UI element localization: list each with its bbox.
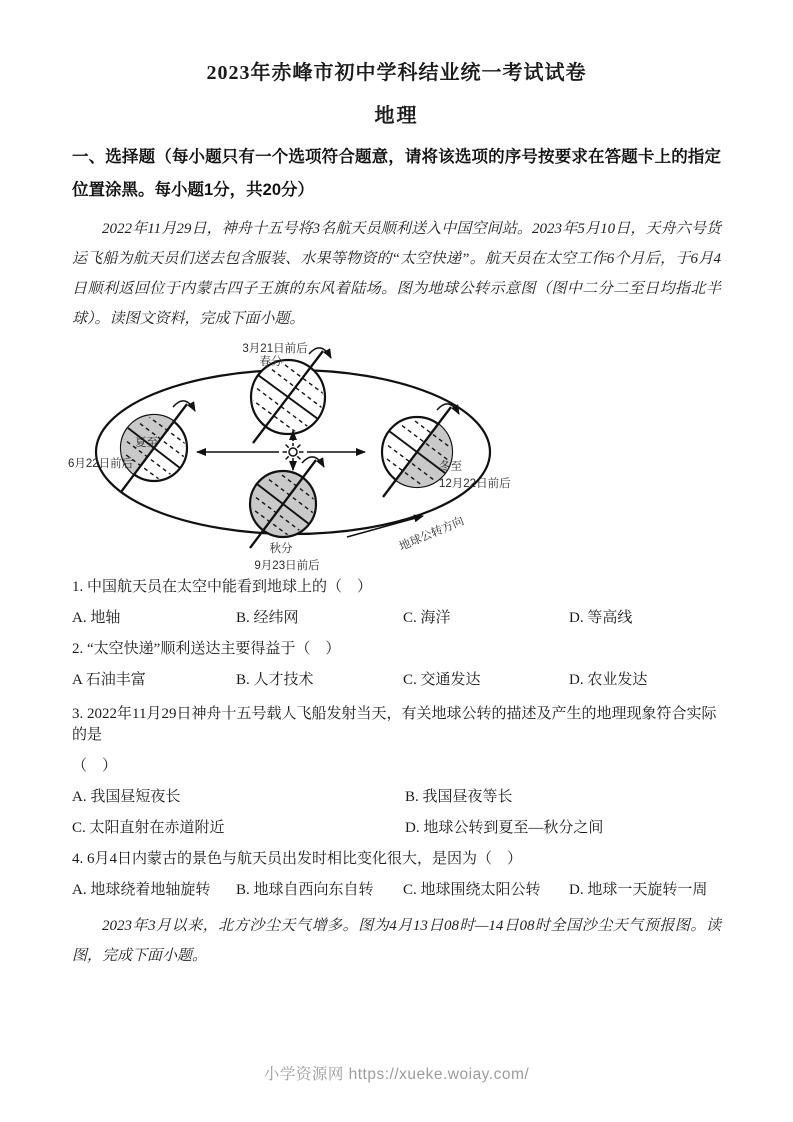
question-3-paren: （ ） <box>72 758 118 774</box>
question-4-option-c: C. 地球围绕太阳公转 <box>403 882 541 898</box>
earth-revolution-svg <box>65 338 535 573</box>
question-2-option-c: C. 交通发达 <box>403 672 481 688</box>
question-1-option-c: C. 海洋 <box>403 610 451 626</box>
question-4-options <box>72 880 721 901</box>
label-autumn: 秋分 <box>269 543 293 555</box>
question-4-option-b: B. 地球自西向东自转 <box>236 882 374 898</box>
question-1-stem: 1. 中国航天员在太空中能看到地球上的（ ） <box>72 579 373 595</box>
question-3-option-d: D. 地球公转到夏至—秋分之间 <box>405 820 604 836</box>
label-winter: 冬至 <box>439 461 462 473</box>
intro-paragraph-2: 2023年3月以来，北方沙尘天气增多。图为4月13日08时—14日08时全国沙尘天气预报图。读图，完成下面小题。 <box>72 918 721 964</box>
question-3-option-c: C. 太阳直射在赤道附近 <box>72 820 225 836</box>
label-winter-date: 12月22日前后 <box>439 478 511 490</box>
question-2-option-d: D. 农业发达 <box>569 672 648 688</box>
question-2-stem: 2. “太空快递”顺利送达主要得益于（ ） <box>72 641 341 657</box>
question-1-option-a: A. 地轴 <box>72 610 121 626</box>
label-spring: 春分 <box>259 356 283 368</box>
label-spring-date: 3月21日前后 <box>242 343 308 355</box>
question-3-option-a: A. 我国昼短夜长 <box>72 789 181 805</box>
label-summer: 夏至 <box>135 437 158 449</box>
question-2-option-b: B. 人才技术 <box>236 672 314 688</box>
sun-icon <box>283 443 304 461</box>
footer-watermark: 小学资源网 https://xueke.woiay.com/ <box>263 1066 530 1083</box>
sunlight-arrows <box>197 431 365 470</box>
earth-globe-spring <box>244 348 332 443</box>
section-heading: 一、选择题（每小题只有一个选项符合题意，请将该选项的序号按要求在答题卡上的指定位置涂黑。每小题1分，共20分） <box>72 148 721 199</box>
intro-paragraph-1: 2022年11月29日，神舟十五号将3名航天员顺利送入中国空间站。2023年5月10日，天舟六号货运飞船为航天员们送去包含服装、水果等物资的“太空快递”。航天员在太空工作6个月后，于6月4日顺利返回位于内蒙古四子王旗的东风着陆场。图为地球公转示意图（图中二分二至日均指北半球）。读图文资料，完成下面小题。 <box>72 221 721 327</box>
label-autumn-date: 9月23日前后 <box>254 560 320 572</box>
question-2-options <box>72 670 721 691</box>
revolution-direction-label: 地球公转方向 <box>397 515 466 554</box>
question-1-option-d: D. 等高线 <box>569 610 633 626</box>
earth-revolution-diagram <box>65 338 721 573</box>
page-title: 2023年赤峰市初中学科结业统一考试试卷 <box>206 62 587 84</box>
question-4-option-d: D. 地球一天旋转一周 <box>569 882 708 898</box>
label-summer-date: 6月22日前后 <box>68 458 134 470</box>
question-1-option-b: B. 经纬网 <box>236 610 299 626</box>
question-3-stem: 3. 2022年11月29日神舟十五号载人飞船发射当天，有关地球公转的描述及产生的地理现象符合实际的是 <box>72 706 717 743</box>
question-4-option-a: A. 地球绕着地轴旋转 <box>72 882 211 898</box>
question-1-options <box>72 608 721 629</box>
question-4-stem: 4. 6月4日内蒙古的景色与航天员出发时相比变化很大，是因为（ ） <box>72 851 523 867</box>
question-2-option-a: A 石油丰富 <box>72 672 146 688</box>
subject-title: 地理 <box>374 105 419 127</box>
question-3-options <box>72 787 721 839</box>
question-3-option-b: B. 我国昼夜等长 <box>405 789 513 805</box>
